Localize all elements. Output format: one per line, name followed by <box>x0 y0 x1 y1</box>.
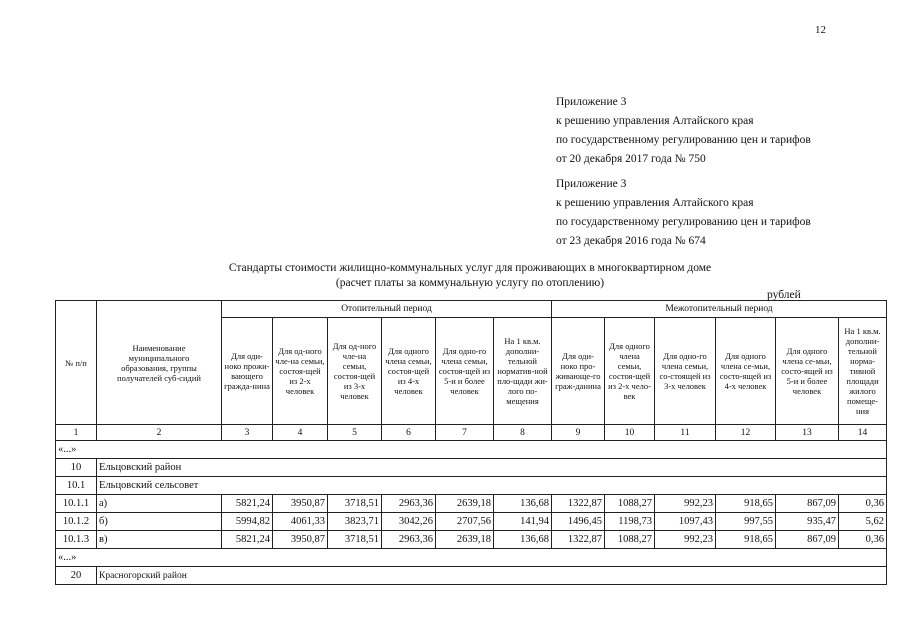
column-number: 12 <box>716 425 776 441</box>
header-heating-period: Отопительный период <box>222 301 552 318</box>
region-name: Красногорский район <box>97 567 887 585</box>
cell-value: 5994,82 <box>222 513 273 531</box>
standards-table <box>55 300 887 585</box>
ellipsis-row <box>56 441 887 459</box>
column-number: 14 <box>839 425 887 441</box>
cell-value: 141,94 <box>494 513 552 531</box>
cell-value: 2963,36 <box>382 531 436 549</box>
cell-value: 1322,87 <box>552 531 605 549</box>
cell-value: 1198,73 <box>605 513 655 531</box>
cell-value: 992,23 <box>655 495 716 513</box>
column-number: 4 <box>273 425 328 441</box>
column-number-row <box>56 425 887 441</box>
cell-value: 3718,51 <box>328 531 382 549</box>
table-row <box>56 531 887 549</box>
cell-value: 3042,26 <box>382 513 436 531</box>
cell-value: 3950,87 <box>273 531 328 549</box>
header-heating-col: Для од-ного чле-на семьи, состоя-щей из 2-х человек <box>273 318 328 425</box>
header-heating-col: На 1 кв.м. дополни-тельной норматив-ной пло-щади жи-лого по-мещения <box>494 318 552 425</box>
cell-value: 3823,71 <box>328 513 382 531</box>
appendix-title: Приложение 3 <box>556 96 627 108</box>
cell-value: 2639,18 <box>436 495 494 513</box>
cell-value: 1496,45 <box>552 513 605 531</box>
row-group: а) <box>97 495 222 513</box>
region-row <box>56 567 887 585</box>
header-interheating-col: Для одного члена се-мьи, состо-ящей из 5-и и более человек <box>776 318 839 425</box>
region-number: 10 <box>56 459 97 477</box>
cell-value: 3718,51 <box>328 495 382 513</box>
cell-value: 918,65 <box>716 495 776 513</box>
table-row <box>56 495 887 513</box>
cell-value: 1088,27 <box>605 495 655 513</box>
column-number: 8 <box>494 425 552 441</box>
title-line-1: Стандарты стоимости жилищно-коммунальных услуг для проживающих в многоквартирном доме <box>228 262 712 274</box>
header-heating-col: Для одно-го члена семьи, состоя-щей из 5-и и более человек <box>436 318 494 425</box>
appendix-authority-scope: по государственному регулированию цен и тарифов <box>556 134 811 146</box>
cell-value: 918,65 <box>716 531 776 549</box>
ellipsis: «...» <box>56 441 887 459</box>
header-interheating-col: Для одно-го члена семьи, со-стоящей из 3-х человек <box>655 318 716 425</box>
cell-value: 3950,87 <box>273 495 328 513</box>
column-number: 1 <box>56 425 97 441</box>
region-row <box>56 459 887 477</box>
row-number: 10.1.1 <box>56 495 97 513</box>
header-heating-col: Для од-ного чле-на семьи, состоя-щей из 3-х человек <box>328 318 382 425</box>
appendix-title: Приложение 3 <box>556 178 627 190</box>
appendix-date: от 20 декабря 2017 года № 750 <box>556 153 706 165</box>
cell-value: 5821,24 <box>222 495 273 513</box>
council-number: 10.1 <box>56 477 97 495</box>
cell-value: 5821,24 <box>222 531 273 549</box>
appendix-2017 <box>556 93 811 169</box>
cell-value: 992,23 <box>655 531 716 549</box>
column-number: 11 <box>655 425 716 441</box>
title-line-2: (расчет платы за коммунальную услугу по отоплению) <box>335 277 605 289</box>
appendix-authority: к решению управления Алтайского края <box>556 197 754 209</box>
table-row <box>56 513 887 531</box>
row-group: в) <box>97 531 222 549</box>
appendix-2016 <box>556 175 811 251</box>
header-interheating-col: Для оди-ноко про-живающе-го граж-данина <box>552 318 605 425</box>
cell-value: 136,68 <box>494 495 552 513</box>
cell-value: 1322,87 <box>552 495 605 513</box>
cell-value: 0,36 <box>839 495 887 513</box>
header-number: № п/п <box>56 301 97 425</box>
header-heating-col: Для оди-ноко прожи-вающего гражда-нина <box>222 318 273 425</box>
cell-value: 867,09 <box>776 531 839 549</box>
ellipsis: «...» <box>56 549 887 567</box>
cell-value: 1088,27 <box>605 531 655 549</box>
column-number: 6 <box>382 425 436 441</box>
document-title <box>130 261 810 291</box>
cell-value: 935,47 <box>776 513 839 531</box>
council-row <box>56 477 887 495</box>
header-interheating-col: Для одного члена семьи, состоя-щей из 2-х чело-век <box>605 318 655 425</box>
cell-value: 867,09 <box>776 495 839 513</box>
column-number: 9 <box>552 425 605 441</box>
region-name: Ельцовский район <box>97 459 887 477</box>
region-number: 20 <box>56 567 97 585</box>
cell-value: 4061,33 <box>273 513 328 531</box>
column-number: 13 <box>776 425 839 441</box>
cell-value: 2963,36 <box>382 495 436 513</box>
header-interheating-period: Межотопительный период <box>552 301 887 318</box>
column-number: 5 <box>328 425 382 441</box>
ellipsis-row <box>56 549 887 567</box>
cell-value: 136,68 <box>494 531 552 549</box>
row-number: 10.1.2 <box>56 513 97 531</box>
row-number: 10.1.3 <box>56 531 97 549</box>
appendix-authority: к решению управления Алтайского края <box>556 115 754 127</box>
cell-value: 5,62 <box>839 513 887 531</box>
appendix-authority-scope: по государственному регулированию цен и тарифов <box>556 216 811 228</box>
appendix-date: от 23 декабря 2016 года № 674 <box>556 235 706 247</box>
header-municipality: Наименование муниципального образования, группы получателей суб-сидий <box>97 301 222 425</box>
cell-value: 0,36 <box>839 531 887 549</box>
header-interheating-col: На 1 кв.м. дополни-тельной норма-тивной площади жилого помеще-ния <box>839 318 887 425</box>
cell-value: 2707,56 <box>436 513 494 531</box>
column-number: 10 <box>605 425 655 441</box>
column-number: 2 <box>97 425 222 441</box>
page-number: 12 <box>815 24 826 36</box>
column-number: 7 <box>436 425 494 441</box>
header-interheating-col: Для одного члена се-мьи, состо-ящей из 4-х человек <box>716 318 776 425</box>
cell-value: 2639,18 <box>436 531 494 549</box>
row-group: б) <box>97 513 222 531</box>
header-heating-col: Для одного члена семьи, состоя-щей из 4-х человек <box>382 318 436 425</box>
column-number: 3 <box>222 425 273 441</box>
units-label: рублей <box>767 289 801 301</box>
cell-value: 997,55 <box>716 513 776 531</box>
cell-value: 1097,43 <box>655 513 716 531</box>
council-name: Ельцовский сельсовет <box>97 477 887 495</box>
